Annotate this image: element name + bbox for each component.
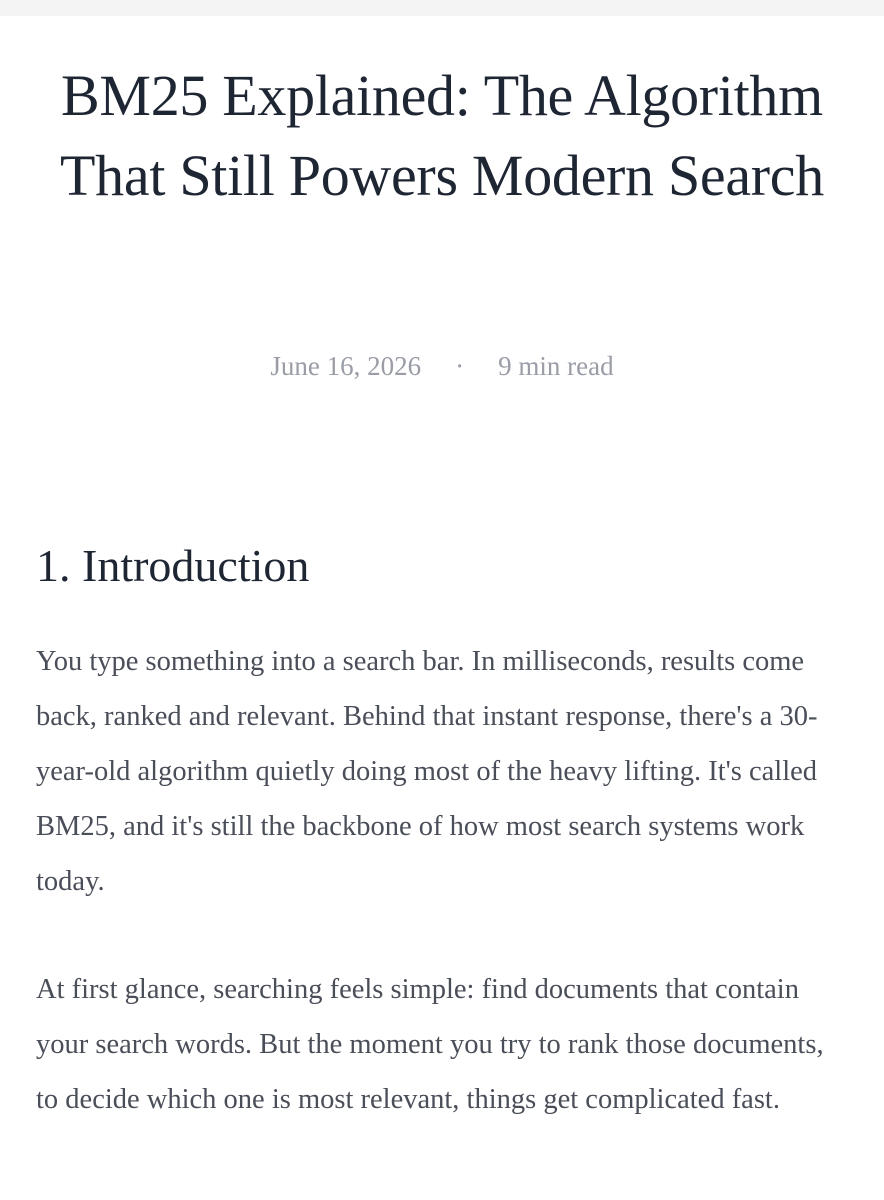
meta-separator: ·: [455, 351, 465, 381]
article-title: BM25 Explained: The Algorithm That Still Powers Modern Search: [60, 63, 824, 208]
section-heading: 1. Introduction: [36, 540, 310, 591]
paragraph: You type something into a search bar. In milliseconds, results come back, ranked and relevant. Behind that instant response, there's a 30-year-old algorithm quietly doing most of the heavy lifting. It's called BM25, and it's still the backbone of how most search systems work today.: [36, 646, 818, 897]
top-strip: [0, 0, 884, 16]
read-time: 9 min read: [498, 351, 614, 381]
publish-date: June 16, 2026: [270, 351, 422, 381]
article-meta: [0, 348, 884, 384]
paragraph: At first glance, searching feels simple: find documents that contain your search words. But the moment you try to rank those documents, to decide which one is most relevant, things get complicated fast.: [36, 974, 824, 1115]
